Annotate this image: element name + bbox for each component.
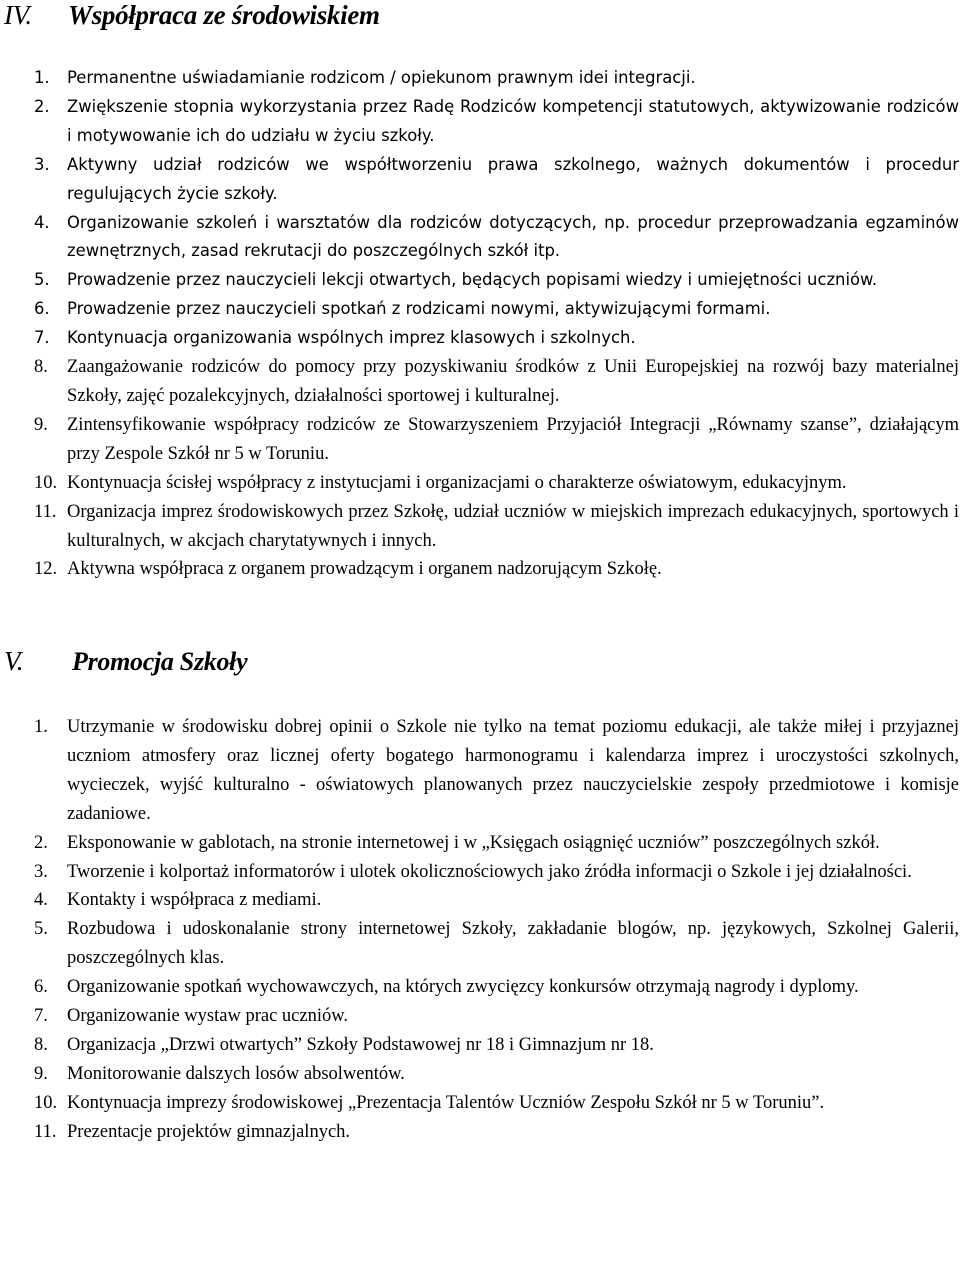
list-item	[34, 1118, 959, 1147]
numbered-list	[34, 713, 959, 1147]
section-numeral: IV.	[4, 0, 32, 30]
item-number: 3.	[34, 154, 50, 174]
item-number: 7.	[34, 1006, 48, 1027]
item-text: Zaangażowanie rodziców do pomocy przy pozyskiwaniu środków z Unii Europejskiej na rozwój bazy materialnej Szkoły, zajęć pozalekcyjnych, działalności sportowej i kulturalnej.	[67, 357, 959, 406]
section-heading	[4, 646, 247, 682]
item-number: 1.	[34, 68, 50, 87]
item-text: Permanentne uświadamianie rodzicom / opiekunom prawnym idei integracji.	[67, 68, 696, 87]
item-number: 2.	[34, 96, 50, 116]
item-text: Zwiększenie stopnia wykorzystania przez Radę Rodziców kompetencji statutowych, aktywizowanie rodziców i motywowanie ich do udziału w życiu szkoły.	[67, 96, 959, 145]
list-item	[34, 973, 959, 1002]
item-text: Kontakty i współpraca z mediami.	[67, 890, 322, 911]
list-item	[34, 469, 959, 498]
item-text: Organizacja „Drzwi otwartych” Szkoły Podstawowej nr 18 i Gimnazjum nr 18.	[67, 1034, 654, 1055]
list-item	[34, 266, 959, 295]
item-number: 9.	[34, 1063, 48, 1084]
list-item	[34, 93, 959, 151]
item-number: 3.	[34, 861, 48, 882]
item-number: 6.	[34, 977, 48, 998]
item-number: 7.	[34, 328, 50, 348]
item-text: Monitorowanie dalszych losów absolwentów.	[67, 1063, 405, 1084]
item-number: 11.	[34, 1121, 57, 1142]
item-text: Prezentacje projektów gimnazjalnych.	[67, 1121, 351, 1142]
item-number: 11.	[34, 501, 57, 522]
list-item	[34, 64, 959, 93]
item-text: Organizacja imprez środowiskowych przez Szkołę, udział uczniów w miejskich imprezach edukacyjnych, sportowych i kulturalnych, w akcjach charytatywnych i innych.	[67, 501, 959, 551]
item-number: 4.	[34, 212, 50, 232]
item-number: 8.	[34, 1034, 48, 1055]
item-text: Utrzymanie w środowisku dobrej opinii o Szkole nie tylko na temat poziomu edukacji, ale także miłej i przyjaznej uczniom atmosfery oraz licznej oferty bogatego harmonogramu i kalendarza imprez i uroczystości szkolnych, wycieczek, wyjść kulturalno - oświatowych planowanych przez nauczycielskie zespoły przedmiotowe i komisje zadaniowe.	[67, 717, 959, 824]
section-heading	[4, 0, 380, 36]
item-number: 10.	[34, 1092, 58, 1113]
item-number: 4.	[34, 890, 48, 911]
item-number: 12.	[34, 559, 58, 580]
list-item	[34, 829, 959, 858]
item-number: 5.	[34, 919, 48, 940]
list-item	[34, 151, 959, 209]
item-text: Zintensyfikowanie współpracy rodziców ze Stowarzyszeniem Przyjaciół Integracji „Równamy szanse”, działającym przy Zespole Szkół nr 5 w Toruniu.	[67, 414, 959, 464]
item-text: Prowadzenie przez nauczycieli lekcji otwartych, będących popisami wiedzy i umiejętności uczniów.	[67, 270, 878, 290]
item-number: 2.	[34, 832, 48, 853]
item-number: 1.	[34, 717, 48, 737]
item-text: Aktywna współpraca z organem prowadzącym i organem nadzorującym Szkołę.	[67, 559, 662, 580]
section-numeral: V.	[4, 646, 24, 676]
item-text: Tworzenie i kolportaż informatorów i ulotek okolicznościowych jako źródła informacji o Szkole i jej działalności.	[67, 861, 912, 882]
list-item	[34, 858, 959, 887]
item-text: Rozbudowa i udoskonalanie strony internetowej Szkoły, zakładanie blogów, np. językowych, Szkolnej Galerii, poszczególnych klas.	[67, 919, 959, 969]
list-item	[34, 886, 959, 915]
item-text: Prowadzenie przez nauczycieli spotkań z rodzicami nowymi, aktywizującymi formami.	[67, 299, 771, 319]
section-title: Promocja Szkoły	[72, 647, 248, 676]
list-item	[34, 1031, 959, 1060]
item-text: Organizowanie spotkań wychowawczych, na których zwycięzcy konkursów otrzymają nagrody i dyplomy.	[67, 977, 859, 998]
list-item	[34, 209, 959, 267]
list-item	[34, 411, 959, 469]
list-item	[34, 1002, 959, 1031]
item-text: Organizowanie szkoleń i warsztatów dla rodziców dotyczących, np. procedur przeprowadzania egzaminów zewnętrznych, zasad rekrutacji do poszczególnych szkół itp.	[67, 212, 959, 261]
list-item	[34, 713, 959, 829]
item-text: Kontynuacja organizowania wspólnych imprez klasowych i szkolnych.	[67, 328, 636, 348]
item-text: Kontynuacja ścisłej współpracy z instytucjami i organizacjami o charakterze oświatowym, edukacyjnym.	[67, 472, 847, 493]
item-number: 9.	[34, 414, 48, 435]
item-number: 8.	[34, 357, 48, 378]
item-text: Eksponowanie w gablotach, na stronie internetowej i w „Księgach osiągnięć uczniów” poszczególnych szkół.	[67, 832, 880, 853]
list-item	[34, 915, 959, 973]
list-item	[34, 1060, 959, 1089]
list-item	[34, 353, 959, 411]
numbered-list	[34, 64, 959, 584]
item-number: 6.	[34, 299, 50, 319]
item-number: 5.	[34, 270, 50, 290]
section-title: Współpraca ze środowiskiem	[68, 0, 380, 30]
list-item	[34, 498, 959, 556]
item-text: Aktywny udział rodziców we współtworzeniu prawa szkolnego, ważnych dokumentów i procedur regulujących życie szkoły.	[67, 154, 959, 203]
item-text: Kontynuacja imprezy środowiskowej „Prezentacja Talentów Uczniów Zespołu Szkół nr 5 w Toruniu”.	[67, 1092, 825, 1113]
list-item	[34, 324, 959, 353]
list-item	[34, 295, 959, 324]
list-item	[34, 555, 959, 584]
item-text: Organizowanie wystaw prac uczniów.	[67, 1006, 348, 1027]
item-number: 10.	[34, 472, 58, 493]
list-item	[34, 1089, 959, 1118]
